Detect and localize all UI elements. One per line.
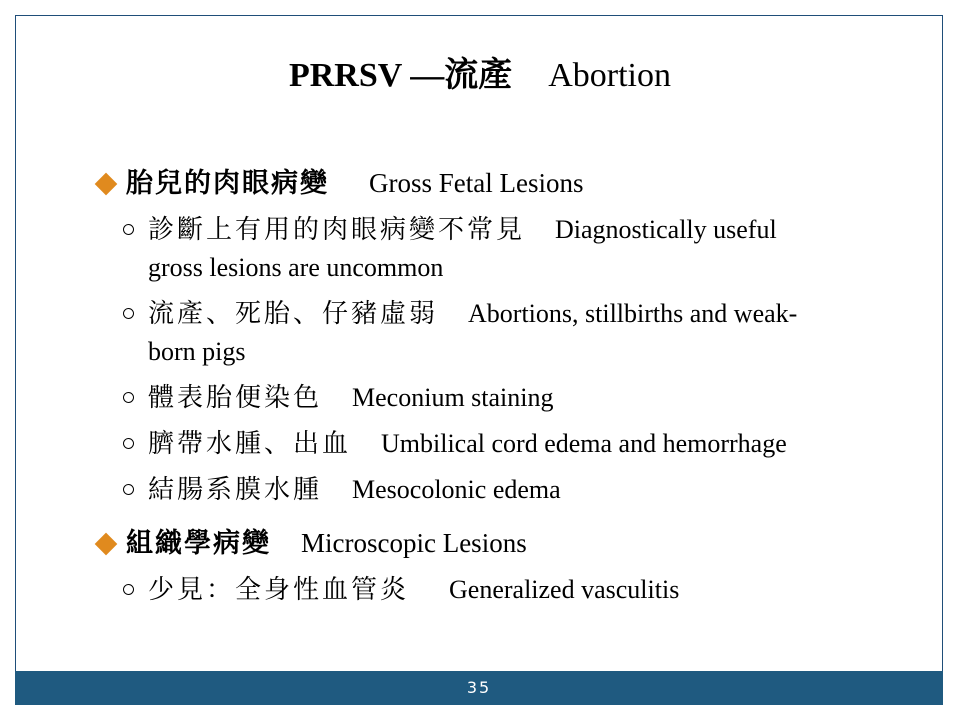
item-en: Meconium staining	[352, 383, 554, 412]
section-gross-lesions	[92, 165, 583, 201]
circle-bullet-icon	[123, 438, 134, 449]
section-microscopic-lesions	[92, 525, 527, 561]
circle-bullet-icon	[123, 484, 134, 495]
list-item	[118, 379, 918, 417]
item-en: Mesocolonic edema	[352, 475, 561, 504]
circle-bullet-icon	[123, 224, 134, 235]
circle-bullet-icon	[123, 392, 134, 403]
list-item	[118, 425, 918, 463]
section-heading-zh: 組織學病變	[126, 528, 271, 558]
item-zh: 診斷上有用的肉眼病變不常見	[148, 215, 526, 244]
circle-bullet-icon	[123, 308, 134, 319]
item-en: Generalized vasculitis	[449, 575, 680, 604]
section-heading-en: Microscopic Lesions	[301, 528, 527, 558]
list-item	[118, 471, 918, 509]
item-en: Abortions, stillbirths and weak-	[468, 299, 798, 328]
section-heading-zh: 胎兒的肉眼病變	[126, 168, 329, 198]
circle-bullet-icon	[123, 584, 134, 595]
list-item	[118, 211, 918, 287]
item-zh: 體表胎便染色	[148, 383, 323, 412]
list-item	[118, 571, 918, 609]
item-en: Umbilical cord edema and hemorrhage	[381, 429, 787, 458]
item-zh: 臍帶水腫、出血	[148, 429, 352, 458]
item-zh: 流產、死胎、仔豬虛弱	[148, 299, 439, 328]
item-en: Diagnostically useful	[555, 215, 777, 244]
diamond-bullet-icon	[95, 173, 118, 196]
item-zh: 結腸系膜水腫	[148, 475, 323, 504]
item-zh: 少見：全身性血管炎	[148, 575, 410, 604]
section-heading-en: Gross Fetal Lesions	[369, 168, 584, 198]
footer-bar	[15, 671, 943, 705]
title-main: PRRSV —流產	[288, 57, 513, 94]
title-english: Abortion	[548, 57, 671, 94]
list-item	[118, 295, 918, 371]
item-en-continued: gross lesions are uncommon	[148, 253, 444, 282]
item-en-continued: born pigs	[148, 337, 246, 366]
page-number: 35	[466, 678, 492, 697]
diamond-bullet-icon	[95, 533, 118, 556]
